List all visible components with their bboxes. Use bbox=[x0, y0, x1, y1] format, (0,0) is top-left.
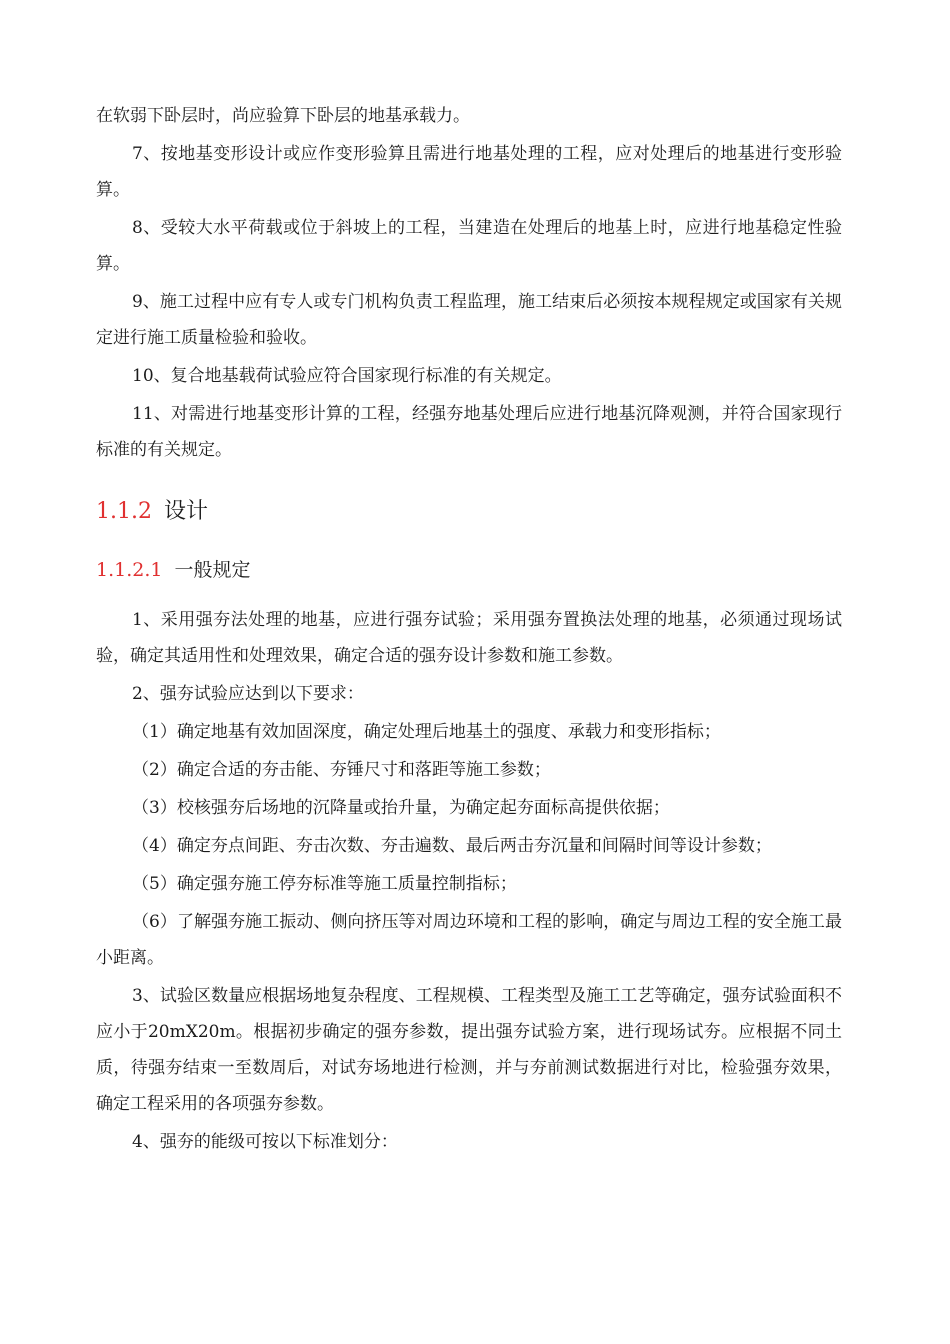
paragraph-item-10: 10、复合地基载荷试验应符合国家现行标准的有关规定。 bbox=[132, 366, 562, 386]
section-number: 1.1.2 bbox=[96, 499, 152, 524]
list-item-2: （2）确定合适的夯击能、夯锤尺寸和落距等施工参数； bbox=[132, 760, 551, 780]
list-item-4: （4）确定夯点间距、夯击次数、夯击遍数、最后两击夯沉量和间隔时间等设计参数； bbox=[132, 836, 772, 856]
paragraph-rule-3: 3、试验区数量应根据场地复杂程度、工程规模、工程类型及施工工艺等确定，强夯试验面积不应小于20mX20m。根据初步确定的强夯参数，提出强夯试验方案，进行现场试夯。应根据不同土质，待强夯结束一至数周后，对试夯场地进行检测，并与夯前测试数据进行对比，检验强夯效果，确定工程采用的各项强夯参数。 bbox=[96, 986, 842, 1114]
list-item-6: （6）了解强夯施工振动、侧向挤压等对周边环境和工程的影响，确定与周边工程的安全施工最小距离。 bbox=[96, 912, 842, 968]
paragraph-rule-1: 1、采用强夯法处理的地基，应进行强夯试验；采用强夯置换法处理的地基，必须通过现场试验，确定其适用性和处理效果，确定合适的强夯设计参数和施工参数。 bbox=[96, 610, 842, 666]
list-item-3: （3）校核强夯后场地的沉降量或抬升量，为确定起夯面标高提供依据； bbox=[132, 798, 670, 818]
subsection-title: 一般规定 bbox=[174, 559, 251, 581]
section-title: 设计 bbox=[163, 499, 208, 524]
subsection-number: 1.1.2.1 bbox=[96, 559, 163, 581]
paragraph-item-7: 7、按地基变形设计或应作变形验算且需进行地基处理的工程，应对处理后的地基进行变形验算。 bbox=[96, 144, 842, 200]
section-heading bbox=[96, 492, 842, 532]
list-item-5: （5）确定强夯施工停夯标准等施工质量控制指标； bbox=[132, 874, 517, 894]
paragraph-rule-4: 4、强夯的能级可按以下标准划分： bbox=[132, 1132, 398, 1152]
document-page bbox=[96, 98, 842, 1162]
list-item-1: （1）确定地基有效加固深度，确定处理后地基土的强度、承载力和变形指标； bbox=[132, 722, 721, 742]
paragraph-rule-2: 2、强夯试验应达到以下要求： bbox=[132, 684, 364, 704]
subsection-heading bbox=[96, 552, 842, 588]
paragraph-item-11: 11、对需进行地基变形计算的工程，经强夯地基处理后应进行地基沉降观测，并符合国家现行标准的有关规定。 bbox=[96, 404, 842, 460]
paragraph-item-8: 8、受较大水平荷载或位于斜坡上的工程，当建造在处理后的地基上时，应进行地基稳定性验算。 bbox=[96, 218, 842, 274]
paragraph-item-9: 9、施工过程中应有专人或专门机构负责工程监理，施工结束后必须按本规程规定或国家有关规定进行施工质量检验和验收。 bbox=[96, 292, 842, 348]
paragraph-continuation: 在软弱下卧层时，尚应验算下卧层的地基承载力。 bbox=[96, 106, 470, 126]
